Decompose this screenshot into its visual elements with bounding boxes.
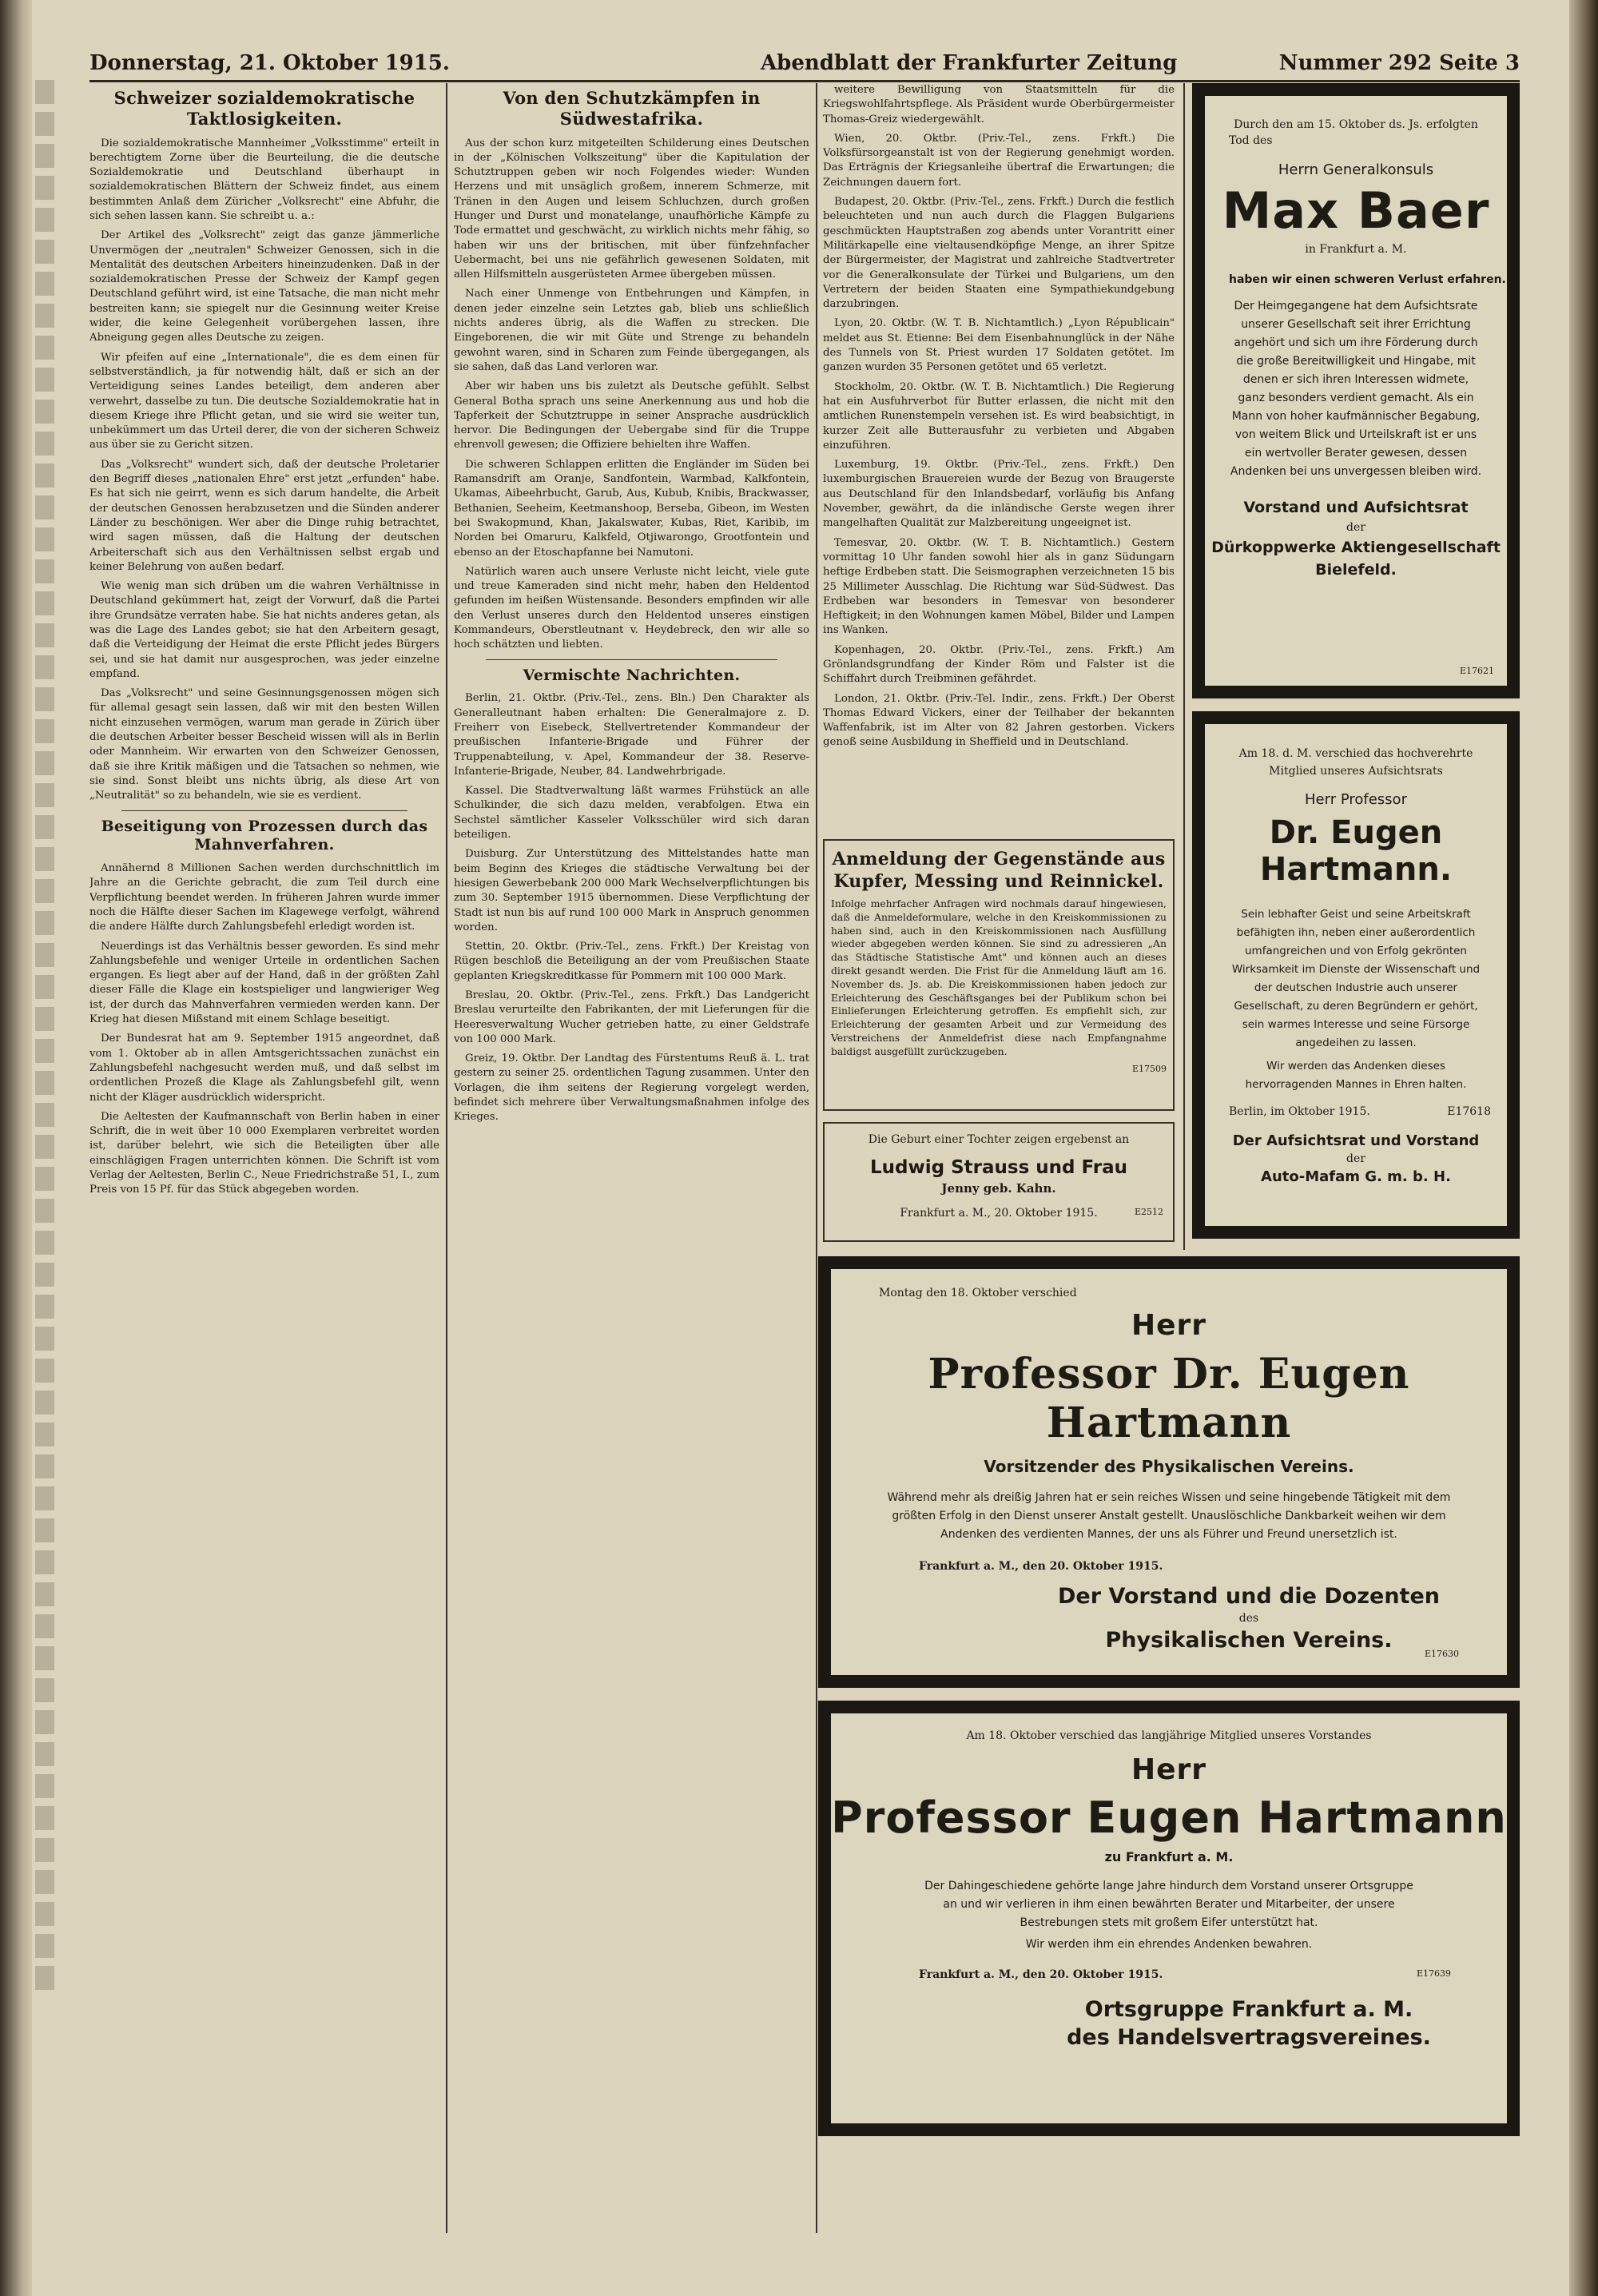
notice-title: Anmeldung der Gegenstände aus Kupfer, Messing und Reinnickel.: [832, 849, 1166, 892]
news-item: Stockholm, 20. Oktbr. (W. T. B. Nichtamtlich.) Die Regierung hat ein Ausfuhrverbot für Butter erlassen, die nicht mit den amtlichen Runenstempeln versehen ist. Es wird beabsichtigt, in kurzer Zeit alle Butterausfuhr zu verbieten und Abgaben einzuführen.: [823, 380, 1175, 452]
birth-names: Ludwig Strauss und Frau: [870, 1157, 1127, 1178]
notice-code: E17509: [1131, 1063, 1167, 1074]
obit-sign-1: Der Aufsichtsrat und Vorstand: [1232, 1132, 1480, 1149]
obit-text: Der Heimgegangene hat dem Aufsichtsrate unserer Gesellschaft seit ihrer Errichtung angehört und sich um ihre Förderung durch die große Bereitwilligkeit und Hingabe, mit denen er sich ihren Interessen widmete, ganz besonders verdient gemacht. Als ein Mann von hoher kaufmännischer Begabung, von weitem Blick und Urteilskraft ist er uns ein wertvoller Berater gewesen, dessen Andenken bei uns unvergessen bleiben wird.: [1230, 300, 1482, 478]
obit-code: E17630: [1424, 1649, 1459, 1659]
birth-place-date: Frankfurt a. M., 20. Oktober 1915.: [900, 1207, 1098, 1220]
article-paragraph: Nach einer Unmenge von Entbehrungen und Kämpfen, in denen jeder einzelne sein Letztes gab, blieb uns schließlich nichts anderes übrig, als die Waffen zu strecken. Die Eingeborenen, die wir mit Güte und Strenge zu behandeln gewohnt waren, sind in Scharen zum Feinde übergegangen, als sie sahen, daß das Land verloren war.: [454, 288, 809, 373]
obit-date: Berlin, im Oktober 1915.: [1229, 1105, 1370, 1118]
obit-intro: Am 18. Oktober verschied das langjährige Mitglied unseres Vorstandes: [966, 1729, 1372, 1742]
article-title: Von den Schutzkämpfen in Südwestafrika.: [503, 88, 761, 129]
article-title: Vermischte Nachrichten.: [523, 666, 741, 684]
obit-intro: Montag den 18. Oktober verschied: [879, 1287, 1077, 1299]
obit-sign-4: Bielefeld.: [1315, 561, 1397, 579]
article-title: Schweizer sozialdemokratische Taktlosigkeiten.: [113, 88, 415, 129]
obit-sign-1: Ortsgruppe Frankfurt a. M.: [1084, 1997, 1413, 2022]
column-rule: [816, 83, 817, 2233]
obit-text: Sein lebhafter Geist und seine Arbeitskraft befähigten ihn, neben einer außerordentlich umfangreichen und von Erfolg gekrönten Wirksamkeit im Dienste der Wissenschaft und der deutschen Industrie auch unserer Gesellschaft, zu deren Begründern er gehört, sein warmes Interesse und seine Fürsorge angedeihen zu lassen.: [1231, 908, 1481, 1049]
birth-intro: Die Geburt einer Tochter zeigen ergebenst an: [868, 1133, 1130, 1146]
obit-title: Herr: [1131, 1309, 1207, 1342]
header-page-number: Nummer 292 Seite 3: [1278, 51, 1520, 75]
column-rule: [446, 83, 447, 2233]
obit-sign-2: des: [1238, 1612, 1259, 1625]
obit-sign-3: Auto-Mafam G. m. b. H.: [1261, 1168, 1451, 1185]
article-paragraph: Der Bundesrat hat am 9. September 1915 angeordnet, daß vom 1. Oktober ab in allen Amtsgerichtssachen zunächst ein Zahlungsbefehl nachgesucht werden muß, und daß selbst im ordentlichen Prozeß die Klage als Zahlungsbefehl gilt, wenn nicht der Kläger ausdrücklich widerspricht.: [89, 1033, 439, 1104]
article-paragraph: Stettin, 20. Oktbr. (Priv.-Tel., zens. Frkft.) Der Kreistag von Rügen beschloß die Beteiligung an der vom Preußischen Staate geplanten Kriegskreditkasse für Pommern mit 100 000 Mark.: [454, 941, 809, 982]
page-header: [89, 45, 1520, 82]
news-item: Wien, 20. Oktbr. (Priv.-Tel., zens. Frkft.) Die Volksfürsorgeanstalt ist von der Regierung genehmigt worden. Das Erträgnis der Kriegsanleihe übertraf die Erwartungen; die Zeichnungen dauern fort.: [823, 132, 1175, 189]
obit-code: E17639: [1416, 1968, 1451, 1979]
article-paragraph: Greiz, 19. Oktbr. Der Landtag des Fürstentums Reuß ä. L. trat gestern zu seiner 25. ordentlichen Tagung zusammen. Unter den Vorlagen, die ihm seitens der Regierung vorgelegt werden, befindet sich mehrere über Verwaltungsmaßnahmen infolge des Krieges.: [454, 1052, 809, 1124]
obit-intro-2: Tod des: [1229, 134, 1273, 147]
news-item: London, 21. Oktbr. (Priv.-Tel. Indir., zens. Frkft.) Der Oberst Thomas Edward Vickers, einer der Teilhaber der bekannten Waffenfabrik, ist im Alter von 82 Jahren gestorben. Vickers genoß seine Ausbildung in Sheffield und in Deutschland.: [823, 692, 1175, 749]
obit-sign-2: des Handelsvertragsvereines.: [1067, 2025, 1431, 2050]
article-paragraph: Aber wir haben uns bis zuletzt als Deutsche gefühlt. Selbst General Botha sprach uns seine Anerkennung aus und hob die Tapferkeit der Schutztruppe in seiner Ansprache ausdrücklich hervor. Die Bedingungen der Uebergabe sind für die Truppe ehrenvoll gewesen; die Offiziere behielten ihre Waffen.: [454, 380, 809, 452]
page-gutter-left: [0, 0, 32, 2296]
column-rule: [1183, 83, 1185, 1250]
birth-announcement: [823, 1122, 1175, 1242]
section-divider: [486, 659, 777, 660]
article-paragraph: Die sozialdemokratische Mannheimer „Volksstimme" erteilt in berechtigtem Zorne über die Beurteilung, die die deutsche Sozialdemokratie und Deutschland überhaupt in sozialdemokratischen Blättern der Schweiz findet, aus einem bestimmten Anlaß dem Züricher „Volksrecht" eine Abfuhr, die sich sehen lassen kann. Sie schreibt u. a.:: [89, 137, 439, 222]
article-paragraph: Das „Volksrecht" und seine Gesinnungsgenossen mögen sich für allemal gesagt sein lassen, daß wir mit den besten Willen nicht einzusehen vermögen, warum man gerade in Zürich über die deutschen Arbeiter besser Bescheid wissen will als in Berlin oder Mannheim. Wir erwarten von den Schweizer Genossen, daß sie ihre Kritik mäßigen und die Tatsachen so nehmen, wie sie sind. Sonst bleibt uns nichts übrig, als diese Art von „Neutralität" so zu behandeln, wie sie es verdient.: [89, 687, 439, 802]
obit-date: Frankfurt a. M., den 20. Oktober 1915.: [919, 1968, 1163, 1981]
header-date: Donnerstag, 21. Oktober 1915.: [89, 51, 450, 75]
article-paragraph: Wir pfeifen auf eine „Internationale", die es dem einen für selbstverständlich, ja für notwendig hält, daß er sich an der Verteidigung seines Landes beteiligt, dem anderen aber verwehrt, dasselbe zu tun. Die deutsche Sozialdemokratie hat in diesem Kriege ihre Pflicht getan, und sie wird sie weiter tun, unbekümmert um das Urteil derer, die von der sicheren Schweiz aus über sie zu Gericht sitzen.: [89, 351, 439, 452]
obit-title: Herr Professor: [1305, 791, 1407, 808]
obit-title: Herrn Generalkonsuls: [1278, 161, 1434, 178]
article-paragraph: Der Artikel des „Volksrecht" zeigt das ganze jämmerliche Unvermögen der „neutralen" Schweizer Genossen, sich in die Mentalität des deutschen Arbeiters hineinzudenken. Daß in der sozialdemokratischen Presse der Schweiz der Kampf gegen Deutschland geführt wird, ist eine Tatsache, die man nicht mehr bestreiten kann; sie spiegelt nur die Gesinnung weiter Kreise wider, die keine Gelegenheit vorübergehen lassen, ihre Abneigung gegen alles Deutsche zu zeigen.: [89, 229, 439, 344]
obit-place: zu Frankfurt a. M.: [1104, 1849, 1234, 1864]
birth-code: E2512: [1134, 1207, 1163, 1217]
news-item: Temesvar, 20. Oktbr. (W. T. B. Nichtamtlich.) Gestern vormittag 10 Uhr fanden sowohl hier als in ganz Südungarn heftige Erdbeben statt. Die Seismographen verzeichneten 15 bis 25 Millimeter Ausschlag. Die Richtung war Süd-Südwest. Das Erdbeben war besonders in Temesvar von besonderer Heftigkeit; in den Wohnungen kamen Möbel, Bilder und Lampen ins Wanken.: [823, 536, 1175, 637]
column-1: [89, 83, 439, 2233]
obit-loss: haben wir einen schweren Verlust erfahren.: [1229, 273, 1506, 286]
obit-name: Dr. Eugen Hartmann.: [1259, 814, 1453, 888]
obit-intro: Am 18. d. M. verschied das hochverehrte Mitglied unseres Aufsichtsrats: [1238, 747, 1473, 778]
obit-name: Professor Dr. Eugen Hartmann: [928, 1350, 1410, 1447]
obit-sign-2: der: [1346, 521, 1365, 534]
article-paragraph: Annähernd 8 Millionen Sachen werden durchschnittlich im Jahre an die Gerichte gebracht, die zum Teil durch eine Verpflichtung beendet werden. In früheren Jahren wurde immer noch die Hälfte dieser Sachen im Klagewege verfolgt, während die andere Hälfte durch Zahlungsbefehl erledigt worden ist.: [89, 862, 439, 933]
news-item: Lyon, 20. Oktbr. (W. T. B. Nichtamtlich.) „Lyon Républicain" meldet aus St. Etienne: Bei dem Eisenbahnunglück in der Nähe des Tunnels von St. Priest wurden 17 Soldaten getötet. Im ganzen wurden 35 Personen getötet und 65 verletzt.: [823, 317, 1175, 374]
news-item: weitere Bewilligung von Staatsmitteln für die Kriegswohlfahrtspflege. Als Präsident wurde Oberbürgermeister Thomas-Greiz wiedergewählt.: [823, 84, 1175, 125]
article-paragraph: Das „Volksrecht" wundert sich, daß der deutsche Proletarier den Begriff dieses „nationalen Ehre" erst jetzt „erfunden" habe. Es hat sich nie geirrt, wenn es sich darum handelte, die Arbeit der deutschen Genossen herabzusetzen und die Sünden anderer Länder zu beschönigen. Wer aber die Dinge ruhig betrachtet, wird sagen müssen, daß die Haltung der deutschen Arbeiterschaft sich aus den Verhältnissen selbst ergab und keiner Belehrung von außen bedarf.: [89, 458, 439, 573]
article-paragraph: Die schweren Schlappen erlitten die Engländer im Süden bei Ramansdrift am Oranje, Sandfontein, Warmbad, Kalkfontein, Ukamas, Aibeehrbucht, Garub, Aus, Kubub, Knibis, Brackwasser, Bethanien, Seeheim, Keetmanshoop, Berseba, Gibeon, im Westen bei Swakopmund, Khan, Jakalswater, Kubas, Riet, Karibib, im Norden bei Omaruru, Kalkfeld, Otjiwarongo, Grootfontein und ebenso an der Etoschapfanne bei Namutoni.: [454, 458, 809, 559]
obit-text-2: Wir werden das Andenken dieses hervorragenden Mannes in Ehren halten.: [1245, 1060, 1467, 1091]
obit-role: Vorsitzender des Physikalischen Vereins.: [984, 1457, 1354, 1476]
birth-maiden-name: Jenny geb. Kahn.: [941, 1181, 1056, 1196]
article-paragraph: Aus der schon kurz mitgeteilten Schilderung eines Deutschen in der „Kölnischen Volkszeitung" über die Kapitulation der Schutztruppen geben wir noch Folgendes wieder: Wunden Herzens und mit unsäglich großem, innerem Schmerze, mit Tränen in den Augen und leisem Schluchzen, durch großen Hunger und Durst und monatelange, unaufhörliche Kämpfe zu Tode ermattet und geschwächt, zu wirklich nichts mehr fähig, so haben wir uns der britischen, mit über fünfzehnfacher Uebermacht, bei uns nie gefährlich gewesenen Soldaten, mit allen Hilfsmitteln ausgerüsteten Armee übergeben müssen.: [454, 137, 809, 281]
article-paragraph: Kassel. Die Stadtverwaltung läßt warmes Frühstück an alle Schulkinder, die sich dazu melden, verabfolgen. Etwa ein Sechstel sämtlicher Kasseler Volksschüler wird sich daran beteiligen.: [454, 785, 809, 842]
column-3: [823, 83, 1175, 914]
obit-date: Frankfurt a. M., den 20. Oktober 1915.: [919, 1560, 1163, 1573]
article-paragraph: Duisburg. Zur Unterstützung des Mittelstandes hatte man beim Beginn des Krieges die städtische Verwaltung bei der hiesigen Gewerbebank 200 000 Mark Wechselverpflichtungen bis zum 30. September 1915 übernommen. Diese Verpflichtung der Stadt ist nun bis auf rund 100 000 Mark in Anspruch genommen worden.: [454, 848, 809, 933]
notice-text: Infolge mehrfacher Anfragen wird nochmals darauf hingewiesen, daß die Anmeldeformulare, welche in den Kreiskommissionen zu haben sind, auch in den Kreiskommissionen nach Ausfüllung wieder abgegeben werden können. Sie sind zu adressieren „An das Städtische Statistische Amt" und können auch an dieses direkt gesandt werden. Die Frist für die Anmeldung läuft am 16. November ds. Js. ab. Die Kreiskommissionen haben jedoch zur Erleichterung des Geschäftsganges bei der Publikum schon bei Einlieferungen Erleichterung getroffen. Es empfiehlt sich, zur Erleichterung der gesamten Arbeit und zur Vermeidung des Verstreichens der Anmeldefrist diese nach Empfangnahme baldigst ausgefüllt zurückzugeben.: [831, 897, 1167, 1057]
article-paragraph: Die Aeltesten der Kaufmannschaft von Berlin haben in einer Schrift, die in weit über 10 000 Exemplaren verbreitet worden ist, darüber belehrt, wie sich die Beteiligten über alle einschlägigen Fragen unterrichten können. Die Schrift ist vom Verlag der Aeltesten, Berlin C., Neue Friedrichstraße 51, I., zum Preis von 15 Pf. für das Stück abgegeben worden.: [89, 1110, 439, 1196]
news-item: Budapest, 20. Oktbr. (Priv.-Tel., zens. Frkft.) Durch die festlich beleuchteten und nun auch durch die Flaggen Bulgariens geschmückten Hauptstraßen zog abends unter Vorantritt einer Militärkapelle eine vieltausendköpfige Menge, an ihrer Spitze der Bürgermeister, der Magistrat und zahlreiche Stadtvertreter vor die Generalkonsulate der Türkei und Bulgariens, um den Vertretern der beiden Staaten eine Sympathiekundgebung darzubringen.: [823, 196, 1175, 311]
obituary-hartmann-physikalischer-verein: [818, 1256, 1520, 1688]
header-masthead: Abendblatt der Frankfurter Zeitung: [761, 51, 1178, 75]
article-paragraph: Natürlich waren auch unsere Verluste nicht leicht, viele gute und treue Kameraden sind nicht mehr, haben den Heldentod gefunden im heißen Wüstensande. Besonders empfinden wir alle den Verlust unseres durch den Heldentod unseres einstigen Kommandeurs, Oberstleutnant v. Heydebreck, den wir alle so hoch schätzten und liebten.: [454, 565, 809, 651]
column-2: [454, 83, 809, 2233]
article-paragraph: Wie wenig man sich drüben um die wahren Verhältnisse in Deutschland gekümmert hat, zeigt der Vorwurf, daß die Partei ihre Grundsätze verraten habe. Sie hat nichts anderes getan, als was die Lage des Landes gebot; sie hat den Arbeitern gesagt, daß die Verteidigung der Heimat die erste Pflicht jedes Bürgers sei, und sie hat damit nur ausgesprochen, was jeder einzelne empfand.: [89, 580, 439, 680]
obituary-hartmann-handelsvertragsverein: [818, 1701, 1520, 2136]
article-title: Beseitigung von Prozessen durch das Mahnverfahren.: [101, 817, 428, 854]
obit-place: in Frankfurt a. M.: [1305, 243, 1407, 256]
obituary-max-baer: [1192, 83, 1520, 698]
article-paragraph: Breslau, 20. Oktbr. (Priv.-Tel., zens. Frkft.) Das Landgericht Breslau verurteilte den Fabrikanten, der mit Lieferungen für die Heeresverwaltung Wucher getrieben hatte, zu einer Geldstrafe von 100 000 Mark.: [454, 989, 809, 1045]
obit-title: Herr: [1131, 1753, 1207, 1786]
obit-text: Der Dahingeschiedene gehörte lange Jahre hindurch dem Vorstand unserer Ortsgruppe an und wir verlieren in ihm einen bewährten Berater und Mitarbeiter, der unsere Bestrebungen stets mit großem Eifer unterstützt hat.: [924, 1880, 1413, 1929]
obit-name: Professor Eugen Hartmann: [831, 1793, 1507, 1843]
news-item: Luxemburg, 19. Oktbr. (Priv.-Tel., zens. Frkft.) Den luxemburgischen Brauereien wurde der Bezug von Braugerste aus Deutschland für den Inlandsbedarf, vorläufig bis Anfang November, gewährt, da die inländische Gerste wegen ihrer mangelhaften Qualität zur Malzbereitung ungeeignet ist.: [823, 459, 1175, 530]
obit-code: E17621: [1459, 666, 1494, 676]
obit-sign-3: Physikalischen Vereins.: [1105, 1628, 1393, 1653]
news-item: Kopenhagen, 20. Oktbr. (Priv.-Tel., zens. Frkft.) Am Grönlandsgrundfang der Kinder Röm und Falster ist die Schiffahrt durch Treibminen gefährdet.: [823, 643, 1175, 686]
article-paragraph: Neuerdings ist das Verhältnis besser geworden. Es sind mehr Zahlungsbefehle und weniger Urteile in ordentlichen Sachen ergangen. Es liegt aber auf der Hand, daß in der größten Zahl dieser Fälle die Klage ein kostspieliger und langwieriger Weg ist, der durch das Mahnverfahren vermieden werden kann. Der Krieg hat diesen Mißstand mit einem Schlage beseitigt.: [89, 940, 439, 1026]
obit-sign-3: Dürkoppwerke Aktiengesellschaft: [1211, 539, 1501, 556]
obit-name: Max Baer: [1222, 181, 1490, 240]
obit-intro: Durch den am 15. Oktober ds. Js. erfolgten: [1234, 118, 1478, 131]
copper-notice: [823, 839, 1175, 1111]
previous-page-sliver: [32, 80, 64, 2038]
page-edge-right: [1569, 0, 1598, 2296]
obit-sign-1: Vorstand und Aufsichtsrat: [1243, 499, 1469, 516]
section-divider: [121, 810, 407, 811]
obit-sign-1: Der Vorstand und die Dozenten: [1058, 1584, 1440, 1609]
obit-sign-2: der: [1346, 1152, 1365, 1165]
obit-text-2: Wir werden ihm ein ehrendes Andenken bewahren.: [1025, 1938, 1313, 1951]
obituary-hartmann-automafam: [1192, 711, 1520, 1239]
obit-text: Während mehr als dreißig Jahren hat er sein reiches Wissen und seine hingebende Tätigkeit mit dem größten Erfolg in den Dienst unserer Anstalt gestellt. Unauslöschliche Dankbarkeit weihen wir dem Andenken des verdienten Mannes, der uns als Führer und Freund unersetzlich ist.: [887, 1491, 1451, 1541]
obit-code: E17618: [1447, 1105, 1491, 1118]
article-paragraph: Berlin, 21. Oktbr. (Priv.-Tel., zens. Bln.) Den Charakter als Generalleutnant haben erhalten: Die Generalmajore z. D. Freiherr von Eisebeck, Stellvertretender Kommandeur der preußischen Infanterie-Brigade und Führer der Truppenabteilung, v. Apel, Kommandeur der 38. Reserve-Infanterie-Brigade, Neuber, 84. Landwehrbrigade.: [454, 692, 809, 778]
